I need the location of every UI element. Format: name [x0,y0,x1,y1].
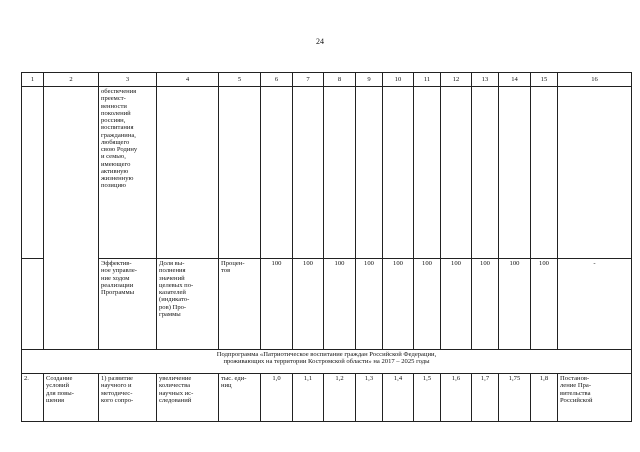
text-line: значений [159,274,185,282]
text-line: для повы- [46,389,74,397]
page-number: 24 [316,37,324,46]
text-line: шения [46,396,65,404]
row2-value-cell: 1,2 [324,374,356,422]
text-line: кого сопро- [101,396,134,404]
column-number-7: 7 [293,73,324,87]
efficiency-value-cell: 100 [472,259,499,350]
row2-indicator-cell [157,374,219,422]
row2-value-cell: 1,8 [531,374,558,422]
text-line: Создание [46,375,73,382]
row2-value-cell: 1,75 [499,374,531,422]
goal-text-cell [99,87,157,259]
text-line: Программы [101,289,135,296]
efficiency-value-cell: 100 [499,259,531,350]
cell-empty [499,87,531,259]
row2-value-cell: 1,6 [441,374,472,422]
column-number-9: 9 [356,73,383,87]
cell-empty [356,87,383,259]
column-number-1: 1 [22,73,44,87]
cell-empty [558,87,632,259]
cell-empty [472,87,499,259]
text-line: воспитания [101,124,134,132]
efficiency-task-cell [99,259,157,350]
text-line: имеющего [101,160,131,168]
subprogram-title-line1: Подпрограмма «Патриотическое воспитание граждан Российской Федерации, [216,351,437,358]
row2-value-cell: 1,5 [414,374,441,422]
text-line: условий [46,382,69,390]
text-line: научного и [101,382,132,390]
text-line: ние ходом [101,274,130,282]
table-row [22,259,632,350]
cell-col1 [22,87,44,259]
text-line: гражданина, [101,131,136,139]
text-line: преемст- [101,95,126,103]
efficiency-value-cell: 100 [383,259,414,350]
cell-empty [261,87,293,259]
column-number-11: 11 [414,73,441,87]
row2-value-cell: 1,1 [293,374,324,422]
row2-value-cell: 1,3 [356,374,383,422]
column-number-4: 4 [157,73,219,87]
text-line: россиян, [101,117,126,124]
subprogram-title-line2: проживающих на территории Костромской области» на 2017 – 2025 годы [223,358,430,366]
column-number-12: 12 [441,73,472,87]
table-row [22,87,632,259]
efficiency-document-cell: - [558,259,632,350]
text-line: вительства [560,389,591,397]
efficiency-value-cell: 100 [324,259,356,350]
column-number-8: 8 [324,73,356,87]
column-number-5: 5 [219,73,261,87]
column-number-13: 13 [472,73,499,87]
cell-empty [441,87,472,259]
text-line: поколений [101,109,131,117]
text-line: увеличение [159,375,192,382]
column-number-3: 3 [99,73,157,87]
text-line: граммы [159,310,181,318]
text-line: Доля вы- [159,260,185,267]
text-line: (индикато- [159,296,190,304]
text-line: ров) Про- [159,303,187,311]
subprogram-row [22,350,632,374]
subprogram-title [22,350,632,374]
column-number-2: 2 [44,73,99,87]
efficiency-indicator-cell [157,259,219,350]
text-line: тов [221,267,231,275]
text-line: любящего [101,138,130,146]
text-line: Процен- [221,260,245,267]
text-line: тыс. еди- [221,375,247,382]
text-line: Эффектив- [101,260,132,267]
column-number-14: 14 [499,73,531,87]
text-line: научных ис- [159,389,194,397]
row2-goal-cell [44,374,99,422]
cell-empty [293,87,324,259]
text-line: и семью, [101,153,126,161]
row2-value-cell: 1,0 [261,374,293,422]
text-line: реализации [101,281,134,289]
row2-value-cell: 1,7 [472,374,499,422]
text-line: полнения [159,267,186,275]
cell-empty [219,87,261,259]
indicators-table [21,72,632,422]
cell-empty [383,87,414,259]
column-number-16: 16 [558,73,632,87]
text-line: активную [101,167,129,175]
text-line: Российской [560,396,593,404]
text-line: обеспечения [101,88,137,95]
text-line: количества [159,382,191,390]
text-line: казателей [159,289,186,296]
cell-empty [324,87,356,259]
efficiency-value-cell: 100 [356,259,383,350]
efficiency-value-cell: 100 [261,259,293,350]
text-line: жизненную [101,175,134,182]
cell-empty [531,87,558,259]
column-number-6: 6 [261,73,293,87]
text-line: свою Родину [101,146,138,153]
efficiency-value-cell: 100 [414,259,441,350]
row2-unit-cell [219,374,261,422]
text-line: целевых по- [159,281,194,289]
text-line: позицию [101,182,126,190]
text-line: ниц [221,382,232,390]
row2-document-cell [558,374,632,422]
table-row [22,374,632,422]
text-line: венности [101,102,127,110]
efficiency-unit-cell [219,259,261,350]
column-number-row [22,73,632,87]
column-number-10: 10 [383,73,414,87]
text-line: ление Пра- [560,382,592,390]
cell-empty [414,87,441,259]
text-line: Постанов- [560,375,590,382]
row2-value-cell: 1,4 [383,374,414,422]
cell-col1 [22,259,44,350]
column-number-15: 15 [531,73,558,87]
text-line: методичес- [101,389,133,397]
row-number-cell: 2. [22,374,44,422]
efficiency-value-cell: 100 [441,259,472,350]
cell-empty [157,87,219,259]
text-line: следований [159,396,192,404]
efficiency-value-cell: 100 [531,259,558,350]
cell-col2-merged [44,87,99,350]
row2-task-cell [99,374,157,422]
text-line: ное управле- [101,267,137,275]
text-line: 1) развитие [101,375,133,382]
efficiency-value-cell: 100 [293,259,324,350]
